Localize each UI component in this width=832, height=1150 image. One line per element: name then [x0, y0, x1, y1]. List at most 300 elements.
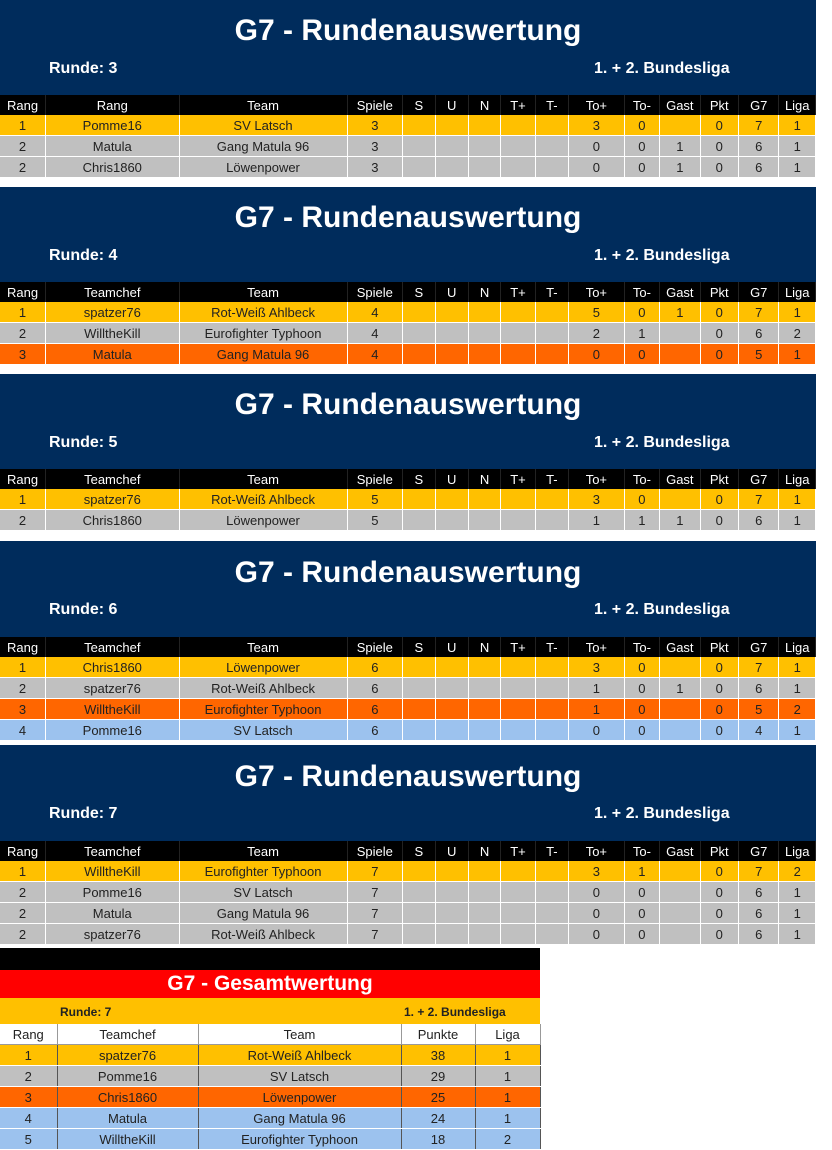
table-cell — [435, 302, 468, 323]
table-cell: 2 — [475, 1129, 540, 1150]
table-cell — [501, 489, 535, 510]
table-row — [0, 657, 816, 678]
table-cell — [435, 489, 468, 510]
table-cell — [435, 678, 468, 699]
table-cell: spatzer76 — [46, 924, 180, 945]
table-cell: spatzer76 — [46, 489, 180, 510]
table-cell: 0 — [700, 489, 738, 510]
table-cell: 1 — [660, 510, 700, 531]
column-header: S — [403, 841, 435, 861]
table-cell: 0 — [700, 657, 738, 678]
table-cell: 2 — [0, 678, 46, 699]
league-label: 1. + 2. Bundesliga — [594, 805, 730, 822]
table-row — [0, 489, 816, 510]
table-cell: 1 — [779, 882, 816, 903]
table-cell: 1 — [569, 510, 625, 531]
column-header: T- — [535, 95, 568, 115]
column-header: T- — [535, 469, 568, 489]
table-cell: 7 — [347, 861, 403, 882]
column-header: G7 — [739, 282, 779, 302]
column-header: Teamchef — [46, 469, 180, 489]
table-cell: 1 — [0, 861, 46, 882]
table-row — [0, 1129, 540, 1150]
column-header: Team — [179, 841, 347, 861]
column-header: N — [468, 95, 500, 115]
table-cell: 6 — [739, 136, 779, 157]
table-cell — [535, 924, 568, 945]
column-header: Pkt — [700, 841, 738, 861]
league-label: 1. + 2. Bundesliga — [594, 247, 730, 264]
table-cell — [403, 323, 435, 344]
column-header: S — [403, 95, 435, 115]
overall-round: Runde: 7 — [60, 1005, 112, 1019]
header-row — [0, 1024, 540, 1045]
table-cell: Chris1860 — [57, 1087, 198, 1108]
table-cell — [403, 903, 435, 924]
table-cell: 4 — [0, 1108, 57, 1129]
column-header: To+ — [569, 95, 625, 115]
table-cell — [435, 903, 468, 924]
column-header: Teamchef — [46, 637, 180, 657]
table-cell — [435, 323, 468, 344]
header-row — [0, 637, 816, 657]
column-header: Team — [198, 1024, 401, 1045]
column-header: To- — [624, 637, 659, 657]
table-cell: 1 — [660, 157, 700, 178]
column-header: U — [435, 95, 468, 115]
table-cell — [501, 903, 535, 924]
table-cell — [403, 720, 435, 741]
table-cell — [535, 510, 568, 531]
table-cell: SV Latsch — [179, 720, 347, 741]
table-cell: Gang Matula 96 — [179, 136, 347, 157]
table-cell: Matula — [46, 903, 180, 924]
column-header: To+ — [569, 637, 625, 657]
table-cell: Eurofighter Typhoon — [179, 323, 347, 344]
round-table — [0, 282, 816, 365]
table-row — [0, 882, 816, 903]
table-cell: Eurofighter Typhoon — [179, 699, 347, 720]
table-cell — [660, 344, 700, 365]
table-cell: Rot-Weiß Ahlbeck — [179, 489, 347, 510]
column-header: Rang — [0, 841, 46, 861]
table-row — [0, 924, 816, 945]
round-title: G7 - Rundenauswertung — [234, 14, 582, 47]
table-cell: 0 — [700, 678, 738, 699]
table-cell: 1 — [779, 903, 816, 924]
table-cell: 0 — [569, 157, 625, 178]
column-header: U — [435, 637, 468, 657]
table-cell — [501, 302, 535, 323]
table-cell: 1 — [779, 657, 816, 678]
league-label: 1. + 2. Bundesliga — [594, 60, 730, 77]
table-cell: 1 — [475, 1066, 540, 1087]
table-cell — [535, 489, 568, 510]
table-cell — [660, 115, 700, 136]
table-cell: Rot-Weiß Ahlbeck — [179, 302, 347, 323]
table-cell: Löwenpower — [179, 510, 347, 531]
table-cell: Pomme16 — [46, 720, 180, 741]
table-cell: spatzer76 — [46, 302, 180, 323]
column-header: N — [468, 469, 500, 489]
table-cell: 1 — [779, 678, 816, 699]
table-cell: 3 — [0, 344, 46, 365]
table-cell: WilltheKill — [46, 323, 180, 344]
table-cell: 6 — [739, 510, 779, 531]
column-header: G7 — [739, 469, 779, 489]
table-cell: 0 — [624, 115, 659, 136]
table-cell: 3 — [0, 699, 46, 720]
table-cell — [660, 882, 700, 903]
column-header: S — [403, 637, 435, 657]
round-number: Runde: 5 — [49, 434, 118, 451]
column-header: To+ — [569, 469, 625, 489]
column-header: Punkte — [401, 1024, 475, 1045]
table-cell: Gang Matula 96 — [179, 344, 347, 365]
column-header: Pkt — [700, 282, 738, 302]
table-cell — [660, 861, 700, 882]
table-cell: 0 — [700, 115, 738, 136]
table-cell: 0 — [624, 657, 659, 678]
table-cell: 4 — [347, 344, 403, 365]
table-cell: Löwenpower — [179, 657, 347, 678]
column-header: T+ — [501, 95, 535, 115]
round-banner — [0, 374, 816, 469]
table-cell: 1 — [779, 720, 816, 741]
table-cell: 3 — [347, 157, 403, 178]
table-cell: 24 — [401, 1108, 475, 1129]
column-header: Gast — [660, 637, 700, 657]
table-cell: 0 — [700, 302, 738, 323]
table-row — [0, 302, 816, 323]
column-header: Gast — [660, 841, 700, 861]
table-cell: 6 — [739, 903, 779, 924]
table-cell: 1 — [779, 344, 816, 365]
table-cell — [501, 136, 535, 157]
table-row — [0, 157, 816, 178]
table-cell: Chris1860 — [46, 510, 180, 531]
table-cell: 6 — [739, 678, 779, 699]
column-header: U — [435, 282, 468, 302]
table-cell: 1 — [660, 136, 700, 157]
table-row — [0, 1108, 540, 1129]
table-cell: Matula — [46, 344, 180, 365]
table-cell: 0 — [624, 489, 659, 510]
table-row — [0, 136, 816, 157]
table-cell: 1 — [475, 1108, 540, 1129]
table-cell: 1 — [475, 1045, 540, 1066]
table-cell — [403, 699, 435, 720]
table-cell: Chris1860 — [46, 157, 180, 178]
round-block-7 — [0, 745, 816, 945]
table-row — [0, 1066, 540, 1087]
table-row — [0, 903, 816, 924]
table-cell: 7 — [739, 861, 779, 882]
table-cell: Pomme16 — [46, 882, 180, 903]
table-cell — [501, 720, 535, 741]
table-cell — [435, 720, 468, 741]
table-cell — [468, 861, 500, 882]
table-cell — [403, 882, 435, 903]
table-cell: 1 — [779, 302, 816, 323]
table-cell — [435, 115, 468, 136]
table-cell: Eurofighter Typhoon — [179, 861, 347, 882]
round-banner — [0, 745, 816, 841]
table-row — [0, 720, 816, 741]
table-cell — [435, 699, 468, 720]
table-cell: 1 — [569, 699, 625, 720]
table-cell: 4 — [347, 323, 403, 344]
table-cell: 1 — [660, 302, 700, 323]
table-cell: Löwenpower — [198, 1087, 401, 1108]
table-cell: 1 — [0, 115, 46, 136]
table-cell — [501, 924, 535, 945]
table-cell — [660, 489, 700, 510]
table-cell — [468, 882, 500, 903]
table-cell — [468, 678, 500, 699]
table-cell — [660, 720, 700, 741]
table-cell: SV Latsch — [198, 1066, 401, 1087]
table-cell — [660, 903, 700, 924]
table-cell: 1 — [624, 510, 659, 531]
column-header: Rang — [0, 637, 46, 657]
table-cell — [660, 657, 700, 678]
table-cell: 1 — [779, 115, 816, 136]
table-cell: 0 — [700, 344, 738, 365]
table-cell: 3 — [569, 861, 625, 882]
table-cell — [403, 861, 435, 882]
table-cell — [468, 699, 500, 720]
round-number: Runde: 6 — [49, 601, 118, 618]
round-number: Runde: 7 — [49, 805, 118, 822]
table-cell — [435, 136, 468, 157]
column-header: To- — [624, 469, 659, 489]
table-cell: 0 — [700, 882, 738, 903]
table-cell — [501, 323, 535, 344]
column-header: Gast — [660, 469, 700, 489]
column-header: To- — [624, 841, 659, 861]
table-row — [0, 510, 816, 531]
table-cell: 7 — [739, 657, 779, 678]
table-cell — [435, 157, 468, 178]
table-cell: 6 — [739, 157, 779, 178]
table-cell: spatzer76 — [57, 1045, 198, 1066]
round-table — [0, 95, 816, 178]
table-cell: 0 — [700, 136, 738, 157]
table-cell: 1 — [779, 136, 816, 157]
column-header: Liga — [475, 1024, 540, 1045]
table-cell: 0 — [569, 344, 625, 365]
table-cell: 2 — [779, 861, 816, 882]
header-row — [0, 469, 816, 489]
table-cell — [468, 903, 500, 924]
table-cell: 2 — [779, 699, 816, 720]
table-cell — [535, 136, 568, 157]
table-cell — [403, 136, 435, 157]
table-cell: 0 — [700, 903, 738, 924]
table-cell: 0 — [624, 344, 659, 365]
round-table — [0, 841, 816, 945]
table-cell: 3 — [569, 657, 625, 678]
table-cell: 1 — [624, 861, 659, 882]
column-header: Pkt — [700, 95, 738, 115]
overall-ranking — [0, 948, 540, 1150]
table-cell: 1 — [0, 1045, 57, 1066]
column-header: Spiele — [347, 637, 403, 657]
round-title: G7 - Rundenauswertung — [234, 760, 582, 793]
table-cell — [535, 861, 568, 882]
table-cell: 7 — [347, 882, 403, 903]
column-header: To+ — [569, 282, 625, 302]
table-cell — [435, 924, 468, 945]
league-label: 1. + 2. Bundesliga — [594, 434, 730, 451]
column-header: Spiele — [347, 95, 403, 115]
column-header: T+ — [501, 637, 535, 657]
column-header: Teamchef — [46, 841, 180, 861]
table-cell: 1 — [569, 678, 625, 699]
table-cell — [660, 924, 700, 945]
table-cell: 7 — [739, 115, 779, 136]
table-cell: Pomme16 — [46, 115, 180, 136]
table-cell — [403, 302, 435, 323]
column-header: U — [435, 469, 468, 489]
table-cell: 2 — [0, 1066, 57, 1087]
column-header: To- — [624, 95, 659, 115]
table-cell: 0 — [569, 136, 625, 157]
table-cell: 0 — [700, 861, 738, 882]
table-cell: Eurofighter Typhoon — [198, 1129, 401, 1150]
table-cell: 1 — [0, 657, 46, 678]
round-block-3 — [0, 0, 816, 178]
table-cell — [501, 861, 535, 882]
table-cell: 25 — [401, 1087, 475, 1108]
column-header: T- — [535, 637, 568, 657]
table-cell — [403, 510, 435, 531]
column-header: T+ — [501, 282, 535, 302]
table-cell — [501, 115, 535, 136]
table-cell: Matula — [46, 136, 180, 157]
table-cell — [435, 657, 468, 678]
header-row — [0, 95, 816, 115]
table-cell: 0 — [700, 510, 738, 531]
round-block-5 — [0, 374, 816, 531]
column-header: G7 — [739, 841, 779, 861]
table-cell: 1 — [624, 323, 659, 344]
table-cell: Matula — [57, 1108, 198, 1129]
column-header: Rang — [0, 469, 46, 489]
table-cell — [468, 344, 500, 365]
column-header: Liga — [779, 841, 816, 861]
column-header: Rang — [0, 1024, 57, 1045]
column-header: Rang — [0, 95, 46, 115]
table-cell: 2 — [0, 924, 46, 945]
table-cell: WilltheKill — [46, 699, 180, 720]
table-cell: 6 — [739, 924, 779, 945]
table-cell: 6 — [347, 657, 403, 678]
table-cell: 2 — [779, 323, 816, 344]
table-cell — [535, 903, 568, 924]
table-cell — [535, 657, 568, 678]
column-header: Pkt — [700, 637, 738, 657]
table-cell: 0 — [700, 323, 738, 344]
table-row — [0, 861, 816, 882]
table-cell: WilltheKill — [57, 1129, 198, 1150]
column-header: Teamchef — [57, 1024, 198, 1045]
table-cell: 3 — [569, 489, 625, 510]
column-header: G7 — [739, 637, 779, 657]
table-cell: 0 — [569, 882, 625, 903]
table-cell — [501, 344, 535, 365]
table-cell — [535, 678, 568, 699]
table-cell: 0 — [569, 924, 625, 945]
table-cell — [468, 924, 500, 945]
table-cell: 4 — [347, 302, 403, 323]
table-cell: 1 — [779, 157, 816, 178]
table-cell — [535, 344, 568, 365]
column-header: Teamchef — [46, 282, 180, 302]
column-header: Gast — [660, 95, 700, 115]
round-block-4 — [0, 187, 816, 365]
column-header: Liga — [779, 469, 816, 489]
table-cell: 5 — [347, 510, 403, 531]
table-cell: 5 — [347, 489, 403, 510]
table-cell — [435, 861, 468, 882]
round-banner — [0, 541, 816, 637]
table-cell — [468, 136, 500, 157]
column-header: Team — [179, 95, 347, 115]
table-cell: Gang Matula 96 — [179, 903, 347, 924]
column-header: Team — [179, 469, 347, 489]
column-header: T- — [535, 841, 568, 861]
table-cell: 0 — [624, 720, 659, 741]
table-cell: 29 — [401, 1066, 475, 1087]
table-cell: 0 — [700, 157, 738, 178]
table-cell — [535, 157, 568, 178]
table-cell — [403, 657, 435, 678]
table-cell — [403, 678, 435, 699]
table-cell — [468, 157, 500, 178]
column-header: Liga — [779, 637, 816, 657]
league-label: 1. + 2. Bundesliga — [594, 601, 730, 618]
table-cell — [403, 489, 435, 510]
table-cell: 1 — [779, 489, 816, 510]
table-cell: 0 — [624, 302, 659, 323]
table-cell: 18 — [401, 1129, 475, 1150]
column-header: Pkt — [700, 469, 738, 489]
table-cell — [501, 678, 535, 699]
column-header: Spiele — [347, 841, 403, 861]
table-cell: 7 — [347, 924, 403, 945]
overall-table — [0, 1024, 541, 1150]
table-cell — [468, 510, 500, 531]
table-cell — [435, 510, 468, 531]
table-cell: 0 — [700, 699, 738, 720]
table-cell: 0 — [624, 699, 659, 720]
round-banner — [0, 187, 816, 282]
column-header: Rang — [0, 282, 46, 302]
table-cell: 6 — [347, 699, 403, 720]
table-cell: 0 — [624, 678, 659, 699]
table-cell: 0 — [569, 903, 625, 924]
column-header: Rang — [46, 95, 180, 115]
table-cell: 38 — [401, 1045, 475, 1066]
round-number: Runde: 3 — [49, 60, 118, 77]
table-row — [0, 115, 816, 136]
table-cell: 0 — [569, 720, 625, 741]
table-cell: 3 — [569, 115, 625, 136]
overall-league: 1. + 2. Bundesliga — [404, 1005, 506, 1019]
table-row — [0, 1045, 540, 1066]
